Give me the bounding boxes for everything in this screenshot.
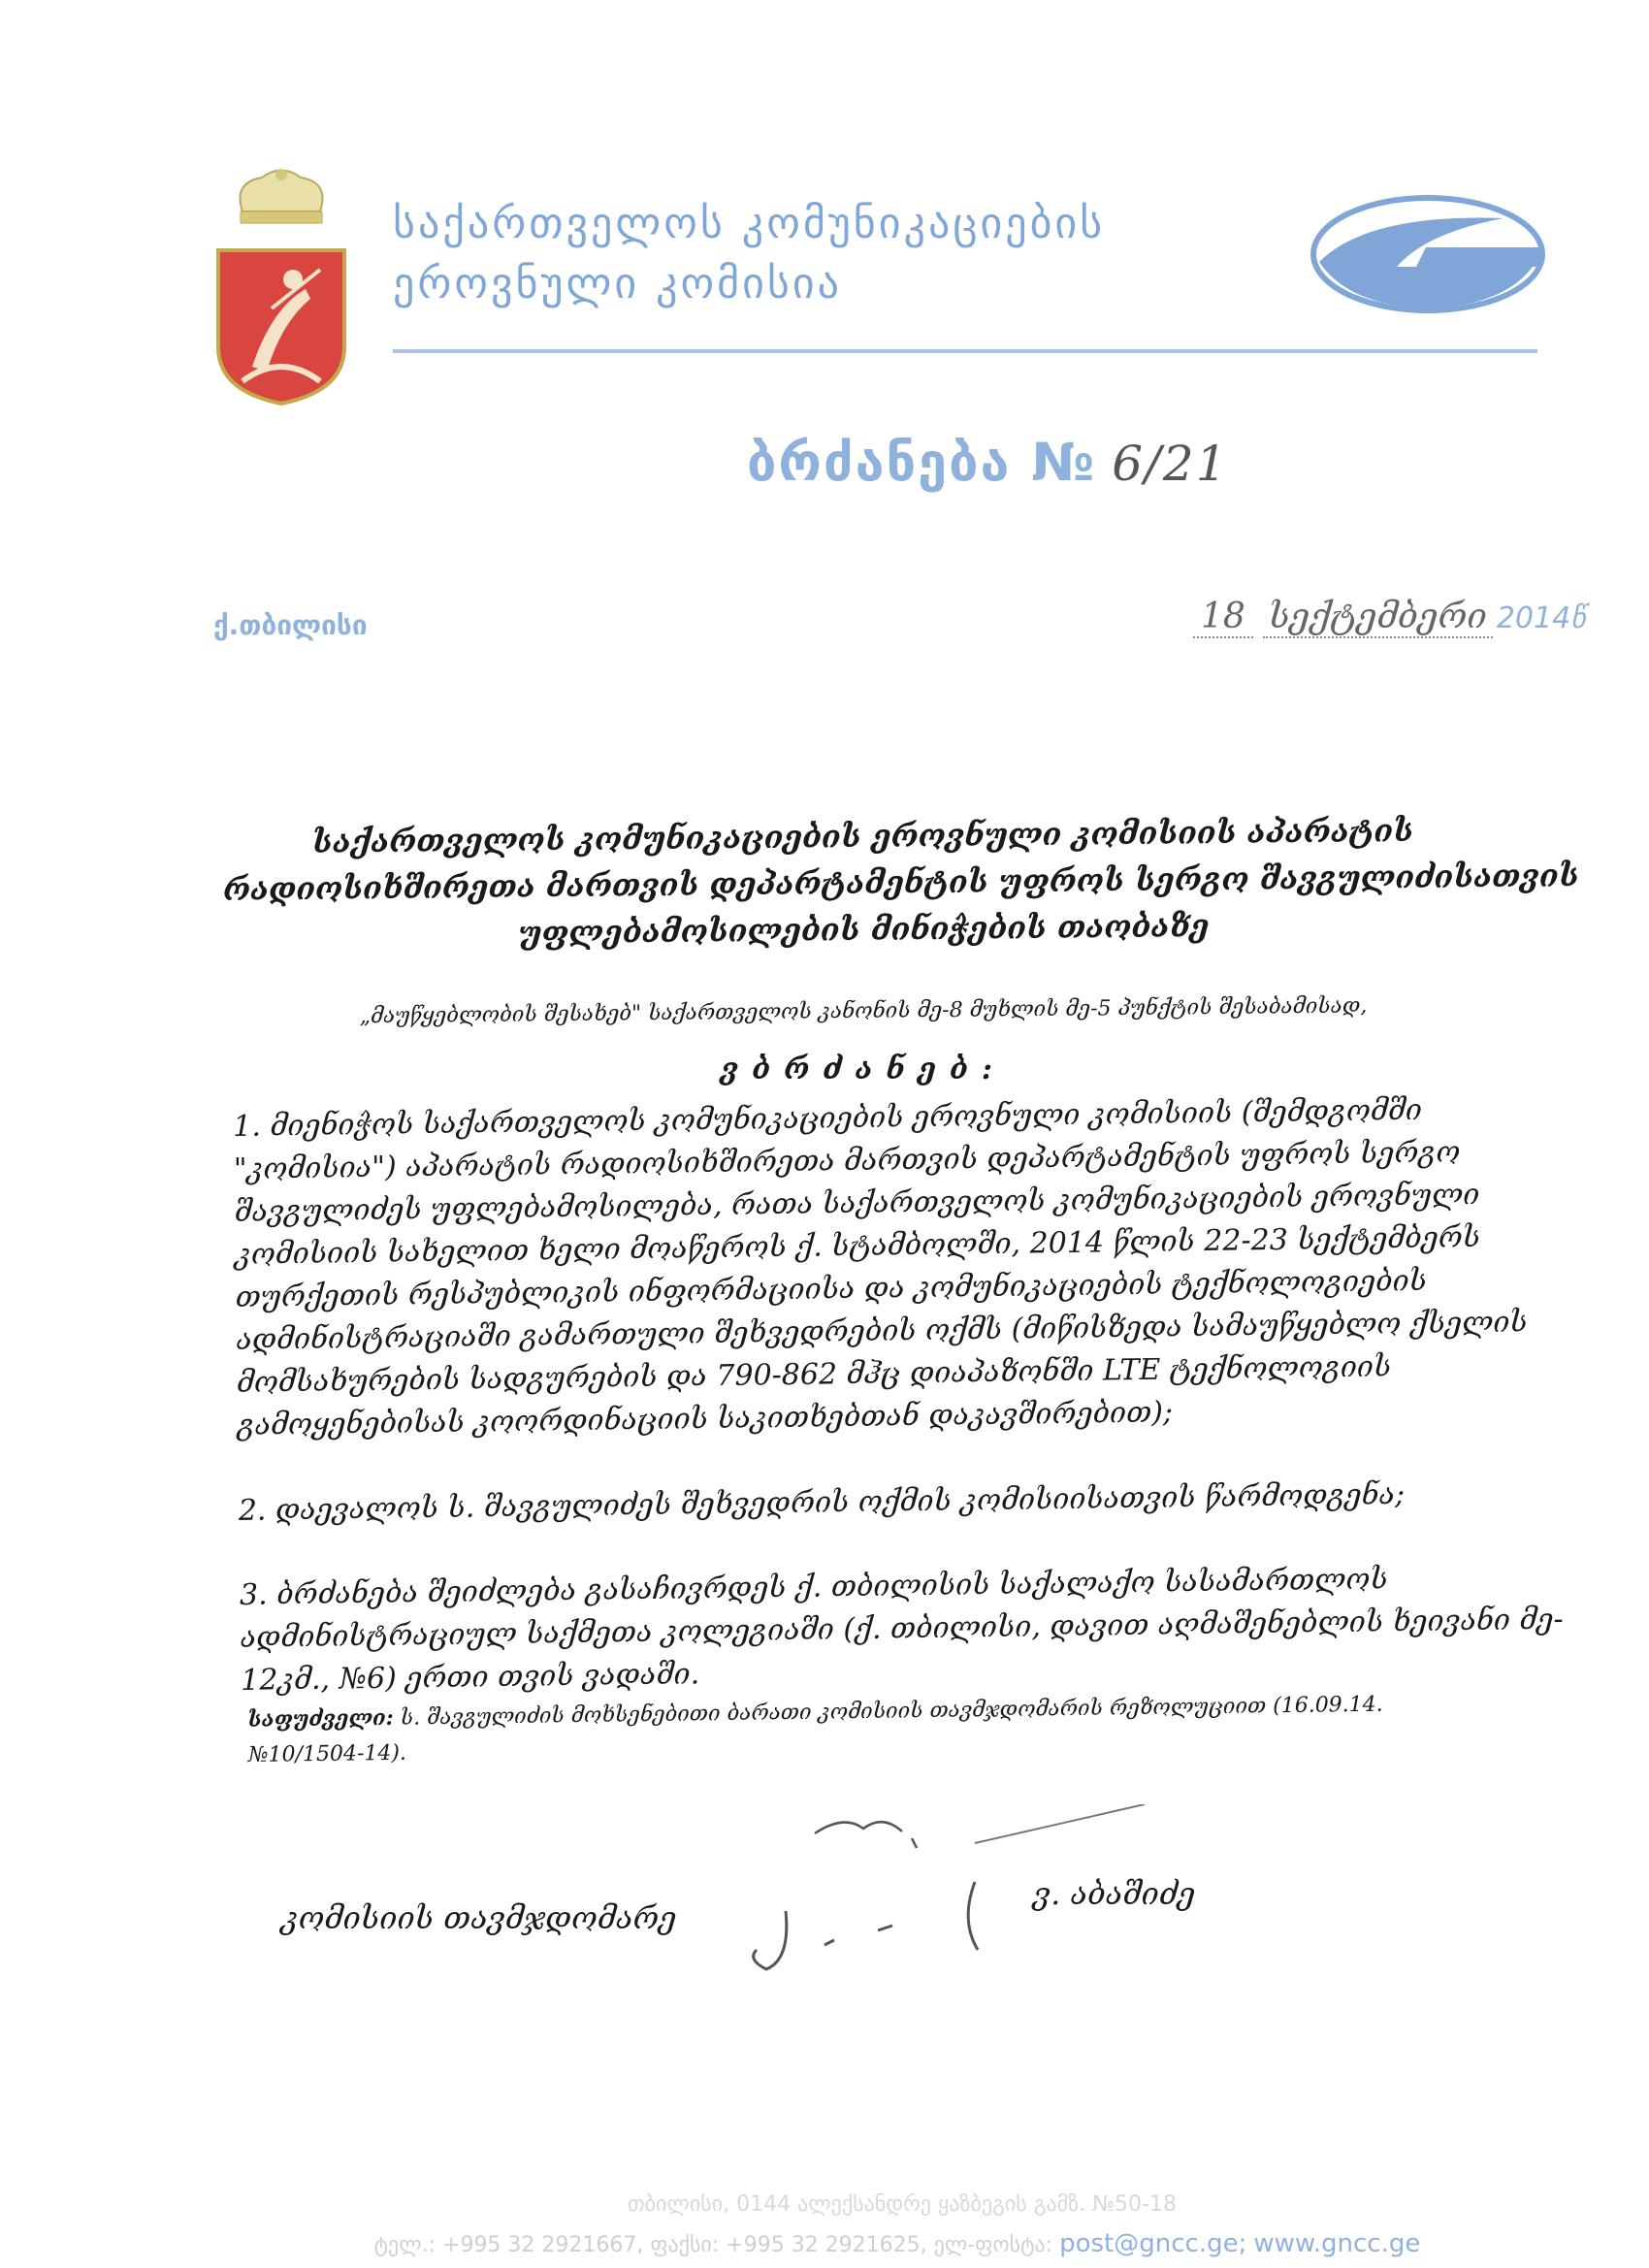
item-3-line: 12კმ., №6) ერთი თვის ვადაში. — [241, 1657, 700, 1698]
order-item-2: 2. დაევალოს ს. შავგულიძეს შეხვედრის ოქმის კომისიისათვის წარმოდგენა; — [238, 1477, 1406, 1528]
item-1-line: კომისიის სახელით ხელი მოაწეროს ქ. სტამბოლში, 2014 წლის 22-23 სექტემბერს — [234, 1220, 1481, 1272]
order-number: 6/21 — [1112, 436, 1229, 492]
footnote-text: ს. შავგულიძის მოხსენებითი ბარათი კომისიის თავმჯდომარის რეზოლუციით (16.09.14. — [393, 1692, 1383, 1731]
letterhead-line-1: საქართველოს კომუნიკაციების — [393, 199, 1106, 248]
subject-line-2: რადიოსიხშირეთა მართვის დეპარტამენტის უფროს სერგო შავგულიძისათვის — [222, 857, 1579, 908]
coat-of-arms-emblem — [213, 163, 349, 405]
item-3-line: 3. ბრძანება შეიძლება გასაჩივრდეს ქ. თბილისის საქალაქო სასამართლოს — [239, 1562, 1388, 1612]
letterhead-title — [393, 194, 1266, 314]
footer-email-link[interactable]: post@gncc.ge; — [1059, 2229, 1247, 2258]
footer-address: თბილისი, 0144 ალექსანდრე ყაზბეგის გამზ. №50-18 — [628, 2192, 1177, 2217]
item-1-line: ადმინისტრაციაში გამართული შეხვედრების ოქმს (მიწისზედა სამაუწყებლო ქსელის — [236, 1305, 1528, 1357]
order-item-3 — [239, 1557, 1564, 1702]
footnote-label: საფუძველი: — [247, 1704, 394, 1733]
footer-website-link[interactable]: www.gncc.ge — [1253, 2229, 1421, 2258]
orders-word: ვბრძანებ: — [721, 1053, 1006, 1086]
place-label: ქ.თბილისი — [213, 609, 368, 641]
order-heading-label: ბრძანება № — [747, 432, 1097, 493]
date-month: სექტემბერი — [1263, 597, 1493, 638]
date-day: 18 — [1193, 597, 1253, 638]
order-item-1 — [233, 1088, 1528, 1447]
item-1-line: შავგულიძეს უფლებამოსილება, რათა საქართველოს კომუნიკაციების ეროვნული — [234, 1178, 1480, 1229]
item-3-line: ადმინისტრაციულ საქმეთა კოლეგიაში (ქ. თბილისი, დავით აღმაშენებლის ხეივანი მე- — [240, 1602, 1564, 1655]
letterhead-line-2: ეროვნული კომისია — [393, 259, 842, 308]
footer-contacts — [291, 2229, 1504, 2258]
subject-line-3: უფლებამოსილების მინიჭების თაობაზე — [518, 907, 1210, 952]
legal-basis: „მაუწყებლობის შესახებ" საქართველოს კანონის მე-8 მუხლის მე-5 პუნქტის შესაბამისად, — [359, 993, 1368, 1029]
gncc-logo-emblem — [1310, 194, 1547, 315]
item-1-line: გამოყენებისას კოორდინაციის საკითხებთან დაკავშირებით); — [237, 1395, 1174, 1442]
order-heading — [747, 432, 1329, 493]
footer-phone: ტელ.: +995 32 2921667, ფაქსი: +995 32 2921625, ელ-ფოსტა: — [373, 2233, 1053, 2257]
item-1-line: თურქეთის რესპუბლიკის ინფორმაციისა და კომუნიკაციების ტექნოლოგიების — [235, 1263, 1428, 1314]
item-1-line: 1. მიენიჭოს საქართველოს კომუნიკაციების ეროვნული კომისიის (შემდგომში — [233, 1092, 1423, 1144]
signatory-title: კომისიის თავმჯდომარე — [281, 1899, 677, 1936]
signatory-name: ვ. აბაშიძე — [1033, 1875, 1196, 1912]
footnote-text-2: №10/1504-14). — [247, 1740, 407, 1767]
subject-line-1: საქართველოს კომუნიკაციების ეროვნული კომისიის აპარატის — [311, 812, 1414, 860]
order-items — [233, 1088, 1564, 1702]
item-1-line: მომსახურების სადგურების და 790-862 მჰც დიაპაზონში LTE ტექნოლოგიის — [236, 1349, 1392, 1400]
item-1-line: "კომისია") აპარატის რადიოსიხშირეთა მართვის დეპარტამენტის უფროს სერგო — [233, 1135, 1461, 1186]
order-subject — [222, 806, 1579, 959]
header-divider — [393, 349, 1537, 353]
order-date — [1193, 597, 1586, 636]
date-year: 2014წ — [1496, 601, 1586, 635]
